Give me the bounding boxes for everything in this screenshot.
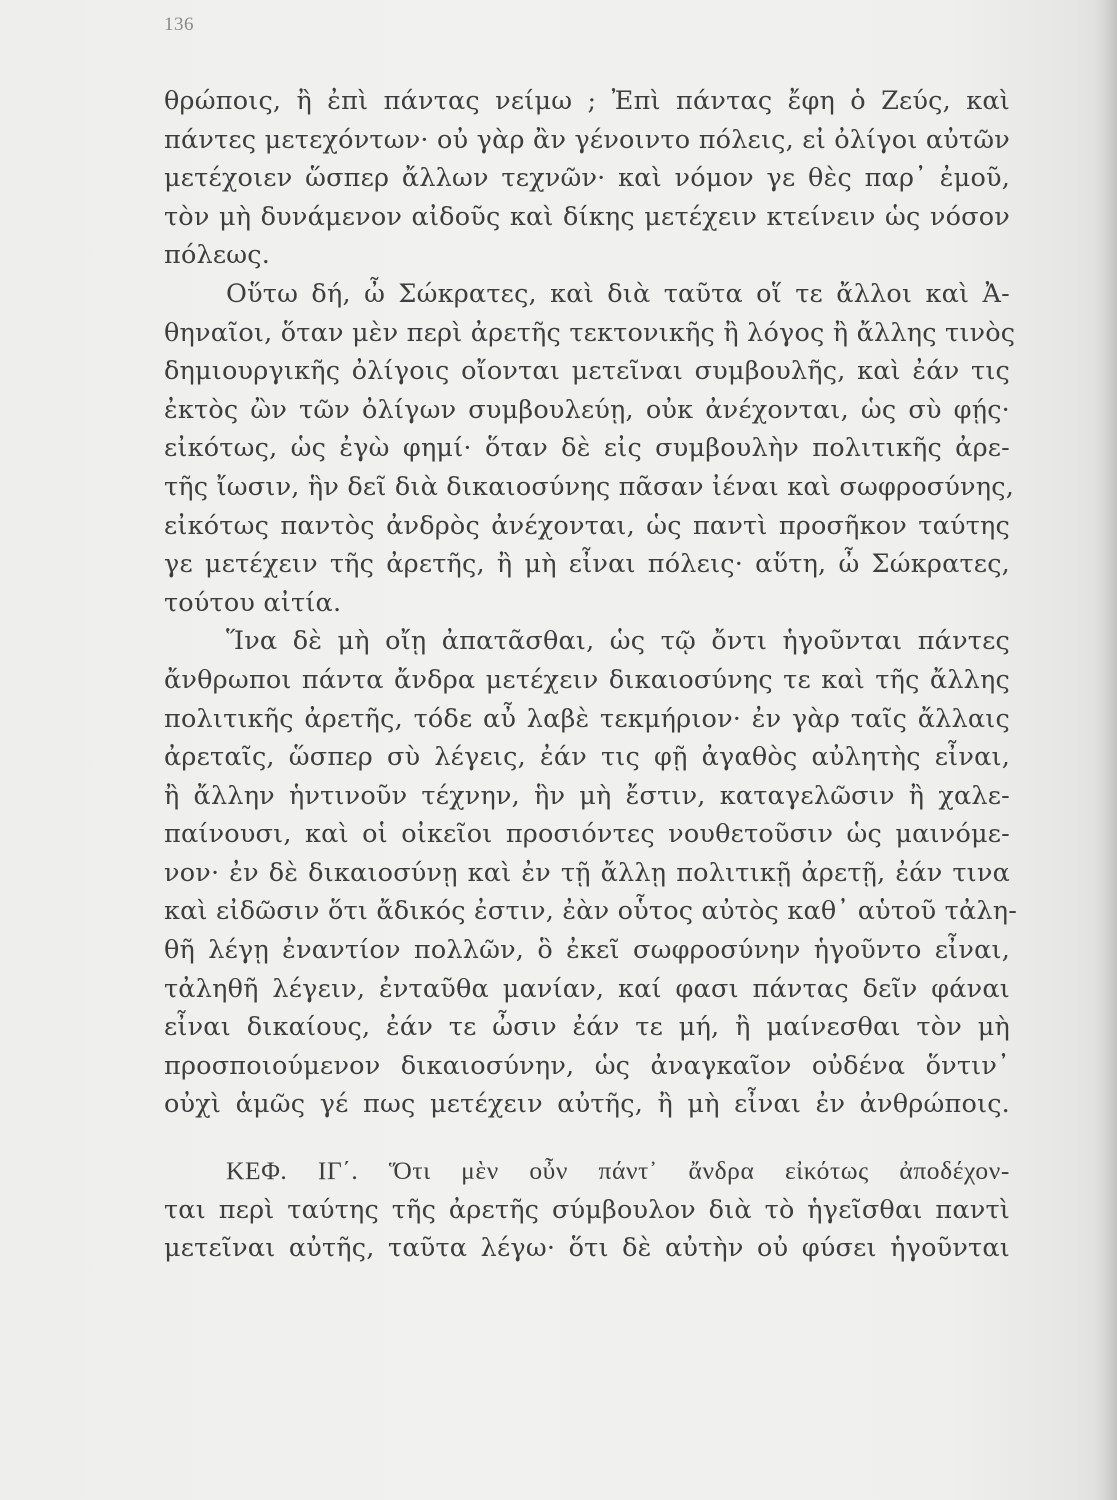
text-line: νον· ἐν δὲ δικαιοσύνῃ καὶ ἐν τῇ ἄλλῃ πολιτικῇ ἀρετῇ, ἐάν τινα <box>164 857 1010 888</box>
text-line: θῆ λέγῃ ἐναντίον πολλῶν, ὃ ἐκεῖ σωφροσύνην ἡγοῦντο εἶναι, <box>164 935 1010 966</box>
text-line: πόλεως. <box>164 240 271 271</box>
text-line: Οὕτω δή, ὦ Σώκρατες, καὶ διὰ ταῦτα οἵ τε ἄλλοι καὶ Ἀ- <box>226 278 1010 309</box>
text-line: ἄνθρωποι πάντα ἄνδρα μετέχειν δικαιοσύνης τε καὶ τῆς ἄλλης <box>164 664 1010 695</box>
text-line: προσποιούμενον δικαιοσύνην, ὡς ἀναγκαῖον οὐδένα ὅντιν᾽ <box>164 1050 1010 1081</box>
text-line: εἰκότως, ὡς ἐγὼ φημί· ὅταν δὲ εἰς συμβουλὴν πολιτικῆς ἀρε- <box>164 433 1010 464</box>
text-line: καὶ εἰδῶσιν ὅτι ἄδικός ἐστιν, ἐὰν οὗτος αὐτὸς καθ᾽ αὑτοῦ τἀλη- <box>164 896 1018 927</box>
text-line: γε μετέχειν τῆς ἀρετῆς, ἢ μὴ εἶναι πόλεις· αὕτη, ὦ Σώκρατες, <box>164 549 1010 580</box>
text-line: πολιτικῆς ἀρετῆς, τόδε αὖ λαβὲ τεκμήριον· ἐν γὰρ ταῖς ἄλλαις <box>164 703 1010 734</box>
text-line: τῆς ἴωσιν, ἣν δεῖ διὰ δικαιοσύνης πᾶσαν ἰέναι καὶ σωφροσύνης, <box>164 471 1015 502</box>
text-line: οὐχὶ ἁμῶς γέ πως μετέχειν αὐτῆς, ἢ μὴ εἶναι ἐν ἀνθρώποις. <box>164 1089 1010 1120</box>
text-line: θηναῖοι, ὅταν μὲν περὶ ἀρετῆς τεκτονικῆς ἢ λόγος ἢ ἄλλης τινὸς <box>164 317 1016 348</box>
text-line: τούτου αἰτία. <box>164 587 342 618</box>
text-line: τἀληθῆ λέγειν, ἐνταῦθα μανίαν, καί φασι πάντας δεῖν φάναι <box>164 973 1010 1004</box>
text-line: ἢ ἄλλην ἡντινοῦν τέχνην, ἣν μὴ ἔστιν, καταγελῶσιν ἢ χαλε- <box>164 780 1010 811</box>
text-line: Ἵνα δὲ μὴ οἴῃ ἀπατᾶσθαι, ὡς τῷ ὄντι ἡγοῦνται πάντες <box>226 626 1010 657</box>
chapter-heading-line: ΚΕΦ. ΙΓ΄. Ὅτι μὲν οὖν πάντ᾽ ἄνδρα εἰκότως ἀποδέχον- <box>226 1156 1010 1186</box>
text-line: εἰκότως παντὸς ἀνδρὸς ἀνέχονται, ὡς παντὶ προσῆκον ταύτης <box>164 510 1010 541</box>
text-line: μετεῖναι αὐτῆς, ταῦτα λέγω· ὅτι δὲ αὐτὴν οὐ φύσει ἡγοῦνται <box>164 1233 1010 1264</box>
body-text <box>164 82 1018 1268</box>
text-line: ἐκτὸς ὢν τῶν ὀλίγων συμβουλεύῃ, οὐκ ἀνέχονται, ὡς σὺ φῄς· <box>164 394 1010 425</box>
text-line: μετέχοιεν ὥσπερ ἄλλων τεχνῶν· καὶ νόμον γε θὲς παρ᾽ ἐμοῦ, <box>164 163 1010 194</box>
text-line: παίνουσι, καὶ οἱ οἰκεῖοι προσιόντες νουθετοῦσιν ὡς μαινόμε- <box>164 819 1010 850</box>
text-line: ται περὶ ταύτης τῆς ἀρετῆς σύμβουλον διὰ τὸ ἡγεῖσθαι παντὶ <box>164 1194 1010 1225</box>
page-spine-shadow <box>1095 0 1117 1500</box>
text-line: τὸν μὴ δυνάμενον αἰδοῦς καὶ δίκης μετέχειν κτείνειν ὡς νόσον <box>164 201 1010 232</box>
text-line: ἀρεταῖς, ὥσπερ σὺ λέγεις, ἐάν τις φῇ ἀγαθὸς αὐλητὴς εἶναι, <box>164 742 1010 773</box>
text-line: δημιουργικῆς ὀλίγοις οἴονται μετεῖναι συμβουλῆς, καὶ ἐάν τις <box>164 356 1010 387</box>
text-line: πάντες μετεχόντων· οὐ γὰρ ἂν γένοιντο πόλεις, εἰ ὀλίγοι αὐτῶν <box>164 124 1010 155</box>
text-line: θρώποις, ἢ ἐπὶ πάντας νείμω ; Ἐπὶ πάντας ἔφη ὁ Ζεύς, καὶ <box>164 86 1010 116</box>
page-number: 136 <box>164 14 194 35</box>
text-line: εἶναι δικαίους, ἐάν τε ὦσιν ἐάν τε μή, ἢ μαίνεσθαι τὸν μὴ <box>164 1012 1010 1043</box>
